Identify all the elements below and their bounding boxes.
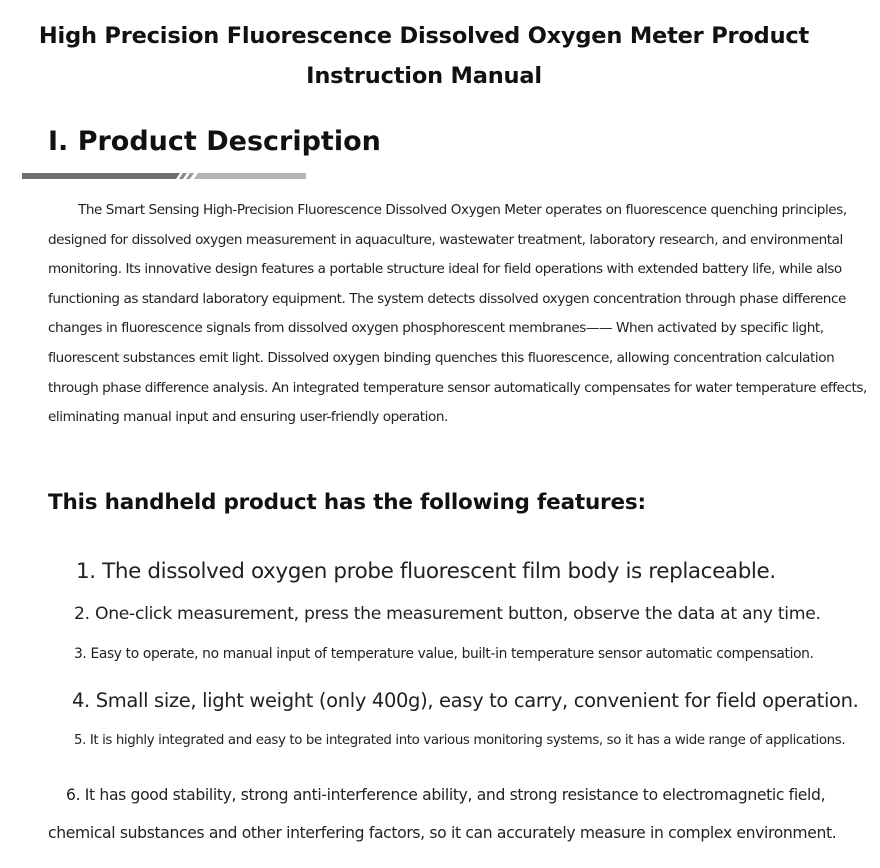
feature-item-4: 4. Small size, light weight (only 400g), easy to carry, convenient for field operation. (72, 689, 859, 712)
heading-divider (22, 172, 306, 180)
section-heading: I. Product Description (48, 126, 381, 157)
product-description: The Smart Sensing High-Precision Fluorescence Dissolved Oxygen Meter operates on fluorescence quenching principles, designed for dissolved oxygen measurement in aquaculture, wastewater treatment, laboratory research, and environmental monitoring. Its innovative design features a portable structure ideal for field operations with extended battery life, while also functioning as standard laboratory equipment. The system detects dissolved oxygen concentration through phase difference changes in fluorescence signals from dissolved oxygen phosphorescent membranes—— When activated by specific light, fluorescent substances emit light. Dissolved oxygen binding quenches this fluorescence, allowing concentration calculation through phase difference analysis. An integrated temperature sensor automatically compensates for water temperature effects, eliminating manual input and ensuring user-friendly operation. (48, 202, 867, 426)
feature-item-3: 3. Easy to operate, no manual input of temperature value, built-in temperature sensor automatic compensation. (74, 646, 814, 662)
feature-item-6: 6. It has good stability, strong anti-interference ability, and strong resistance to electromagnetic field, chemical substances and other interfering factors, so it can accurately measure in complex environment. (48, 786, 837, 842)
features-heading: This handheld product has the following features: (48, 490, 646, 515)
feature-item-5: 5. It is highly integrated and easy to be integrated into various monitoring systems, so it has a wide range of applications. (74, 733, 846, 748)
feature-item-1: 1. The dissolved oxygen probe fluorescent film body is replaceable. (76, 559, 776, 584)
document-title: High Precision Fluorescence Dissolved Oxygen Meter Product Instruction Manual (38, 23, 810, 89)
feature-item-2: 2. One-click measurement, press the measurement button, observe the data at any time. (74, 604, 821, 624)
